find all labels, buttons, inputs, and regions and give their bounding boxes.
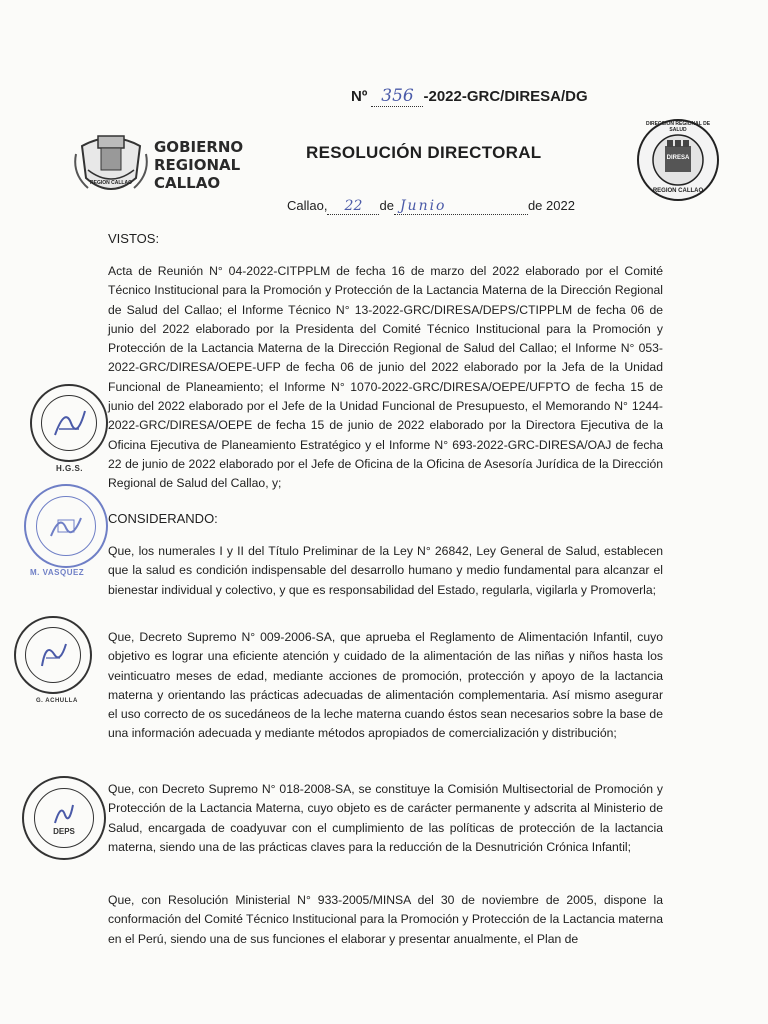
- resolution-number: [351, 86, 588, 107]
- signature-mark-icon: [36, 638, 70, 672]
- date-day: 22: [327, 198, 379, 215]
- visto-bueno-seal-3: [14, 616, 92, 694]
- signature-mark-icon: [51, 405, 87, 441]
- date-de2: de 2022: [527, 198, 575, 213]
- date-month: Junio: [394, 198, 528, 215]
- page-title: RESOLUCIÓN DIRECTORAL: [306, 143, 542, 162]
- number-handwritten: 356: [371, 86, 423, 107]
- gov-line1: GOBIERNO: [154, 138, 244, 156]
- number-suffix: -2022-GRC/DIRESA/DG: [423, 88, 588, 105]
- seal-1-caption: H.G.S.: [56, 464, 84, 473]
- gov-line2: REGIONAL: [154, 156, 241, 174]
- paragraph-3: Que, con Decreto Supremo N° 018-2008-SA, se constituye la Comisión Multisectorial de Promoción y Protección de la Lactancia Materna, cuyo objeto es de carácter permanente y adscrita al Ministerio de Salud, encargada de coadyuvar con el cumplimiento de las políticas de protección de la lactancia materna, siendo una de las prácticas claves para la reducción de la Desnutrición Crónica Infantil;: [108, 782, 663, 854]
- diresa-seal: [636, 118, 720, 202]
- gobierno-regional-callao: [154, 138, 243, 192]
- gobierno-regional-emblem: [74, 128, 148, 198]
- visto-bueno-seal-2: [24, 484, 108, 568]
- vistos-text: Acta de Reunión N° 04-2022-CITPPLM de fecha 16 de marzo del 2022 elaborado por el Comité Técnico Institucional para la Promoción y Protección de la Lactancia Materna de la Dirección Regional de Salud del Callao; el Informe Técnico N° 13-2022-GRC/DIRESA/DEPS/CTIPPLM de fecha 06 de junio del 2022 elaborado por la Presidenta del Comité Técnico Institucional para la Promoción y Protección de la Lactancia Materna de la Dirección Regional de Salud del Callao; el Informe N° 053-2022-GRC/DIRESA/OEPE-UFP de fecha 06 de junio del 2022 elaborado por la Jefa de la Unidad Funcional de Planeamiento; el Informe N° 1070-2022-GRC/DIRESA/OEPE/UFPTO de fecha 15 de junio del 2022 elaborado por el Jefe de la Unidad Funcional de Presupuesto, el Memorando N° 1244-2022-GRC/DIRESA/OEPE de fecha 15 de junio de 2022 elaborado por la Directora Ejecutiva de la Oficina Ejecutiva de Planeamiento Estratégico y el Informe N° 693-2022-GRC-DIRESA/OAJ de fecha 22 de junio de 2022 elaborado por el Jefe de Oficina de la Oficina de Asesoría Jurídica de la Dirección Regional de Salud del Callao, y;: [108, 264, 663, 491]
- diresa-seal-center: DIRESA: [666, 155, 690, 161]
- seal-3-caption: G. ACHULLA: [36, 698, 78, 704]
- diresa-seal-bottom: REGION CALLAO: [652, 188, 704, 194]
- date-city: Callao,: [287, 198, 328, 213]
- visto-bueno-seal-1: [30, 384, 108, 462]
- paragraph-1: Que, los numerales I y II del Título Preliminar de la Ley N° 26842, Ley General de Salud, establecen que la salud es condición indispensable del desarrollo humano y medio fundamental para alcanzar el bienestar individual y colectivo, y que es responsabilidad del Estado, regularla, vigilarla y Promoverla;: [108, 544, 663, 597]
- gov-line3: CALLAO: [154, 174, 221, 192]
- signature-mark-icon: [51, 801, 77, 827]
- paragraph-2: Que, Decreto Supremo N° 009-2006-SA, que aprueba el Reglamento de Alimentación Infantil, cuyo objetivo es lograr una eficiente atención y cuidado de la alimentación de las niñas y niños hasta los veinticuatro meses de edad, mediante acciones de promoción, protección y apoyo de la lactancia materna y orientando las prácticas adecuadas de alimentación complementaria. Así mismo asegurar el uso correcto de os sucedáneos de la leche materna cuando éstos sean necesarios sobre la base de una información adecuada y mediante métodos apropiados de comercialización y distribución;: [108, 630, 663, 741]
- considerando-heading: CONSIDERANDO:: [108, 511, 218, 526]
- date-de1: de: [379, 198, 394, 213]
- seal-4-label: DEPS: [53, 826, 75, 836]
- number-prefix: Nº: [351, 88, 368, 105]
- diresa-seal-top: DIRECCION REGIONAL DE SALUD: [645, 121, 711, 133]
- visto-bueno-seal-4: [22, 776, 106, 860]
- paragraph-4: Que, con Resolución Ministerial N° 933-2005/MINSA del 30 de noviembre de 2005, dispone la conformación del Comité Técnico Institucional para la Promoción y Protección de la Lactancia materna en el Perú, siendo una de sus funciones el elaborar y presentar anualmente, el Plan de: [108, 893, 663, 946]
- vistos-heading: VISTOS:: [108, 231, 160, 246]
- signature-mark-icon: [48, 510, 84, 542]
- date-line: [287, 198, 575, 215]
- gov-emblem-text: REGION CALLAO: [90, 180, 132, 186]
- seal-2-caption: M. VASQUEZ: [30, 568, 85, 577]
